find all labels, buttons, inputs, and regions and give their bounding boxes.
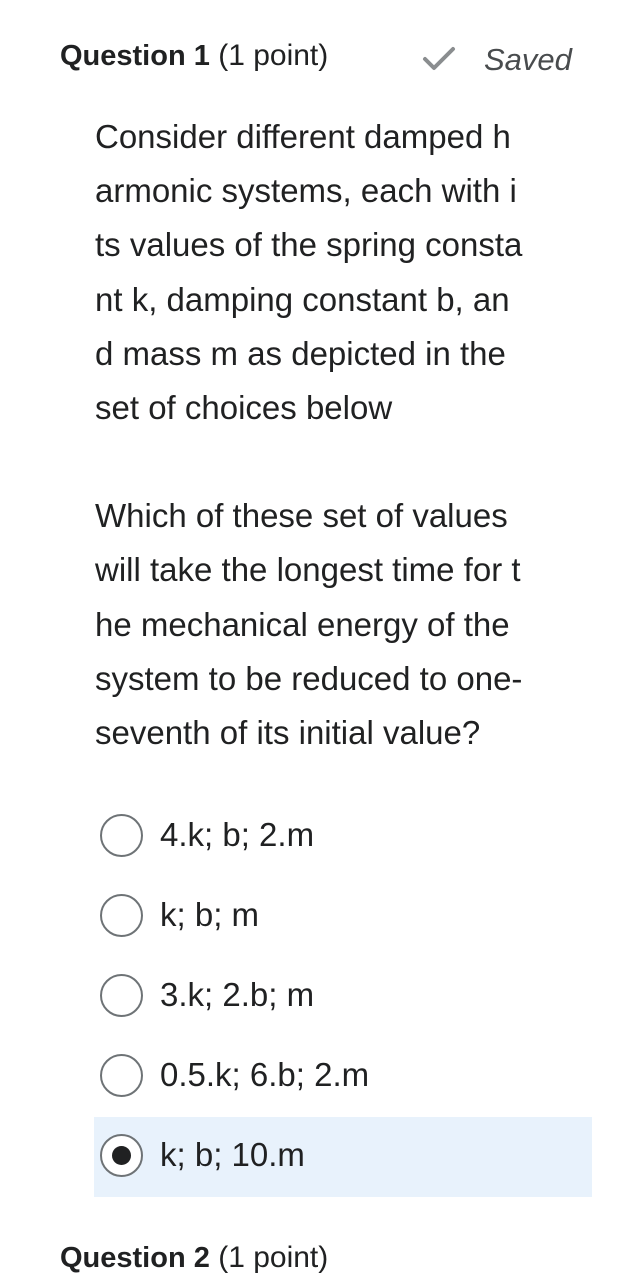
answer-choice[interactable] xyxy=(94,1037,592,1117)
radio-button[interactable] xyxy=(100,814,143,857)
answer-choice[interactable] xyxy=(94,877,592,957)
choice-label[interactable]: 4.k; b; 2.m xyxy=(160,816,315,853)
saved-label: Saved xyxy=(484,42,572,77)
question-number: Question 1 xyxy=(60,40,210,72)
question-paragraph: Consider different damped h armonic systems, each with i ts values of the spring consta nt k, damping constant b, an d mass m as depicted in the set of choices below xyxy=(95,118,523,427)
radio-button[interactable] xyxy=(100,894,143,937)
next-question-number: Question 2 xyxy=(60,1242,210,1274)
question-points: (1 point) xyxy=(218,39,329,72)
next-question-points: (1 point) xyxy=(218,1241,329,1274)
radio-dot xyxy=(112,1146,131,1165)
answer-choice[interactable] xyxy=(94,797,592,877)
answer-choice[interactable] xyxy=(94,1117,592,1197)
answer-choice[interactable] xyxy=(94,957,592,1037)
choice-label[interactable]: k; b; 10.m xyxy=(160,1136,305,1173)
question-paragraph: Which of these set of values will take the longest time for t he mechanical energy of the system to be reduced to one- seventh of its initial value? xyxy=(95,497,523,752)
answer-choices xyxy=(94,797,592,1197)
choice-label[interactable]: k; b; m xyxy=(160,896,260,933)
radio-button[interactable] xyxy=(100,1054,143,1097)
choice-label[interactable]: 0.5.k; 6.b; 2.m xyxy=(160,1056,370,1093)
check-icon xyxy=(422,46,456,72)
radio-button[interactable] xyxy=(100,1134,143,1177)
question-title xyxy=(60,36,328,76)
question-text xyxy=(95,110,605,760)
next-question-title xyxy=(60,1238,328,1278)
question-header xyxy=(60,30,600,80)
choice-label[interactable]: 3.k; 2.b; m xyxy=(160,976,315,1013)
radio-button[interactable] xyxy=(100,974,143,1017)
